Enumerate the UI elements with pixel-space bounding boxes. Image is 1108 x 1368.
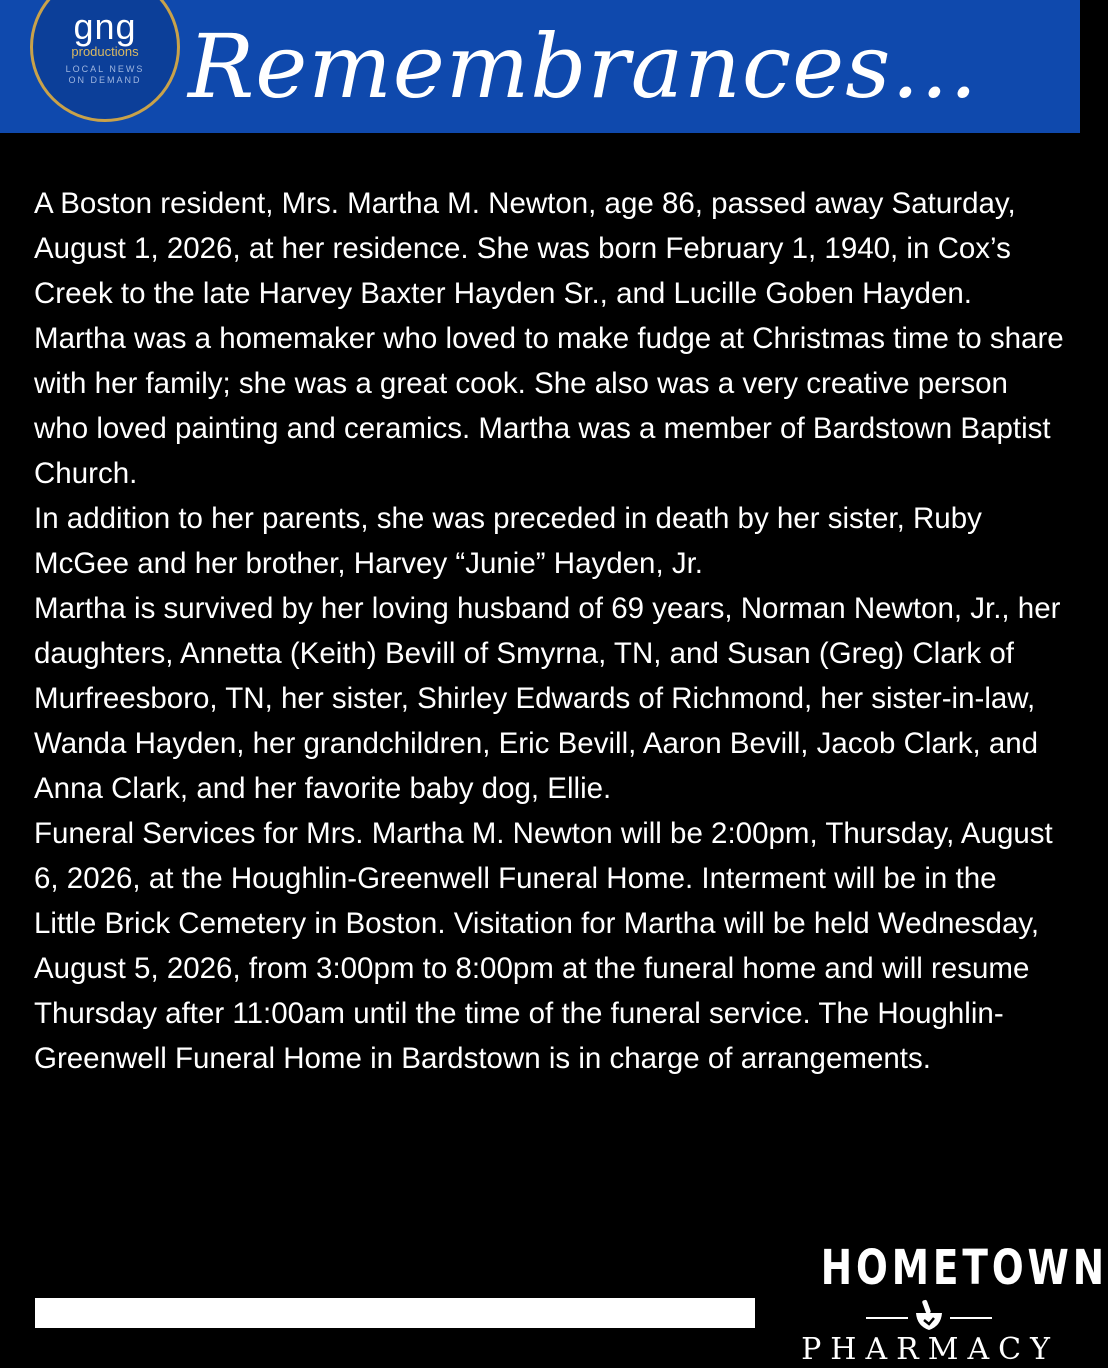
mortar-pestle-icon — [914, 1300, 944, 1332]
obituary-paragraph: In addition to her parents, she was preceded in death by her sister, Ruby McGee and her brother, Harvey “Junie” Hayden, Jr. — [34, 502, 982, 580]
logo-subtitle: productions — [71, 44, 139, 59]
page-title: Remembrances... — [188, 15, 979, 118]
logo-tagline-1: LOCAL NEWS — [65, 64, 145, 74]
sponsor-logo — [790, 1240, 1108, 1367]
sponsor-rule-left — [866, 1317, 908, 1319]
obituary-paragraph: Martha is survived by her loving husband of 69 years, Norman Newton, Jr., her daughters, Annetta (Keith) Bevill of Smyrna, TN, and Susan (Greg) Clark of Murfreesboro, TN, her sister, Shirley Edwards of Richmond, her sister-in-law, Wanda Hayden, her grandchildren, Eric Bevill, Aaron Bevill, Jacob Clark, and Anna Clark, and her favorite baby dog, Ellie. — [34, 592, 1061, 805]
header-banner — [0, 0, 1080, 133]
footer-bar — [35, 1298, 755, 1328]
obituary-paragraph: A Boston resident, Mrs. Martha M. Newton, age 86, passed away Saturday, August 1, 2026, at her residence. She was born February 1, 1940, in Cox’s Creek to the late Harvey Baxter Hayden Sr., and Lucille Goben Hayden. Martha was a homemaker who loved to make fudge at Christmas time to share with her family; she was a great cook. She also was a very creative person who loved painting and ceramics. Martha was a member of Bardstown Baptist Church. — [34, 187, 1064, 490]
obituary-text — [34, 181, 1064, 1081]
sponsor-name-bottom: PHARMACY — [801, 1332, 1059, 1367]
obituary-paragraph: Funeral Services for Mrs. Martha M. Newton will be 2:00pm, Thursday, August 6, 2026, at the Houghlin-Greenwell Funeral Home. Interment will be in the Little Brick Cemetery in Boston. Visitation for Martha will be held Wednesday, August 5, 2026, from 3:00pm to 8:00pm at the funeral home and will resume Thursday after 11:00am until the time of the funeral service. The Houghlin-Greenwell Funeral Home in Bardstown is in charge of arrangements. — [34, 817, 1053, 1075]
sponsor-rule-right — [950, 1317, 992, 1319]
sponsor-name-top: HOMETOWN — [820, 1240, 1108, 1296]
gng-productions-logo — [30, 0, 180, 122]
logo-brand: gng — [73, 6, 137, 47]
logo-tagline-2: ON DEMAND — [68, 75, 142, 85]
